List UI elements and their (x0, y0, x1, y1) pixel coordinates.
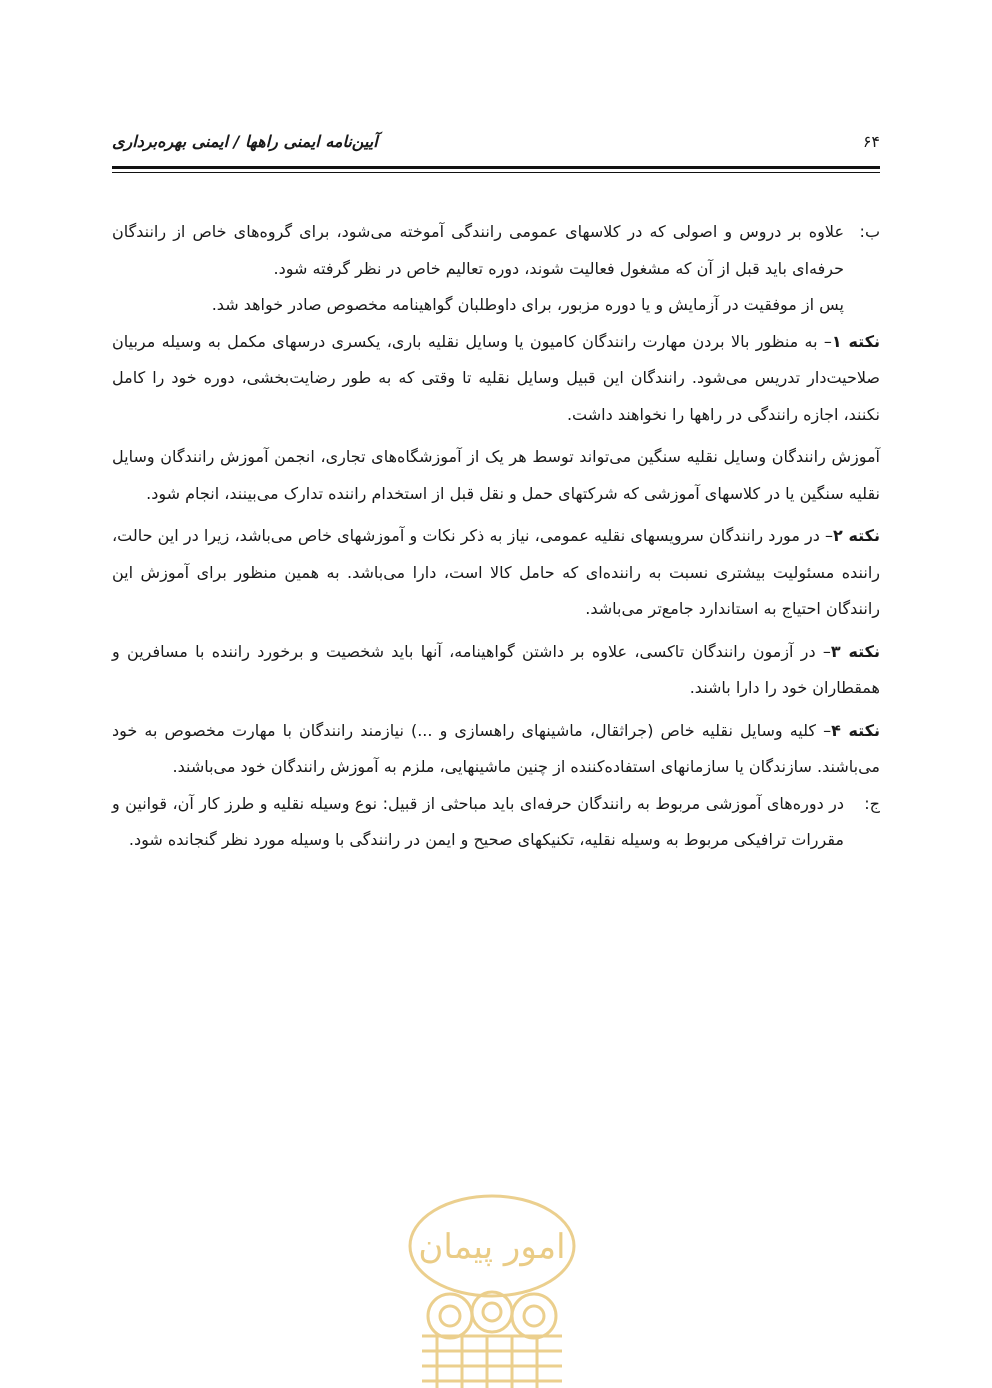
training-paragraph: آموزش رانندگان وسایل نقلیه سنگین می‌تواند توسط هر یک از آموزشگاه‌های تجاری، انجمن آموزش رانندگان وسایل نقلیه سنگین یا در کلاسهای آموزشی که شرکتهای حمل و نقل قبل از استخدام راننده تدارک می‌بینند، انجام شود. (112, 447, 880, 503)
note-4-paragraph (112, 713, 880, 786)
running-title: آیین‌نامه ایمنی راهها / ایمنی بهره‌برداری (112, 132, 378, 151)
page-header (112, 128, 880, 158)
page-number: ۶۴ (862, 132, 880, 151)
note-2-paragraph (112, 518, 880, 628)
note-4-label: نکته ۴ (831, 720, 881, 740)
note-1-paragraph (112, 324, 880, 434)
section-j-text: در دوره‌های آموزشی مربوط به رانندگان حرفه‌ای باید مباحثی از قبیل: نوع وسیله نقلیه و طرز کار آن، قوانین و مقررات ترافیکی مربوط به وسیله نقلیه، تکنیکهای صحیح و ایمن در رانندگی با وسیله مورد نظر گنجانده شود. (112, 793, 844, 849)
note-3-label: نکته ۳ (830, 641, 880, 661)
note-3-text: – در آزمون رانندگان تاکسی، علاوه بر داشتن گواهینامه، آنها باید شخصیت و برخورد راننده با مسافرین و همقطاران خود را دارا باشند. (112, 641, 880, 697)
section-b-line: علاوه بر دروس و اصولی که در کلاسهای عمومی رانندگی آموخته می‌شود، برای گروه‌های خاص از رانندگان حرفه‌ای باید قبل از آن که مشغول فعالیت شوند، دوره تعالیم خاص در نظر گرفته شود. (112, 222, 844, 278)
section-b-text (112, 214, 844, 324)
note-2-text: – در مورد رانندگان سرویسهای نقلیه عمومی، نیاز به ذکر نکات و آموزشهای خاص می‌باشد، زیرا در این حالت، راننده مسئولیت بیشتری نسبت به راننده‌ای که حامل کالا است، دارا می‌باشد. به همین منظور برای آموزش این رانندگان احتیاج به استاندارد جامع‌تر می‌باشد. (112, 526, 880, 618)
note-1-label: نکته ۱ (831, 331, 881, 351)
section-b-marker: ب: (859, 222, 880, 241)
header-rule-thick (112, 166, 880, 169)
note-2-label: نکته ۲ (833, 526, 880, 545)
note-1-text: – به منظور بالا بردن مهارت رانندگان کامیون یا وسایل نقلیه باری، یکسری درسهای مکمل به وسیله مربیان صلاحیت‌دار تدریس می‌شود. رانندگان این قبیل وسایل نقلیه تا وقتی که به طور رضایت‌بخشی، دوره خود را کامل نکنند، اجازه رانندگی در راهها را نخواهند داشت. (112, 331, 880, 424)
note-3-paragraph (112, 634, 880, 707)
section-b (112, 214, 880, 324)
note-4-text: – کلیه وسایل نقلیه خاص (جراثقال، ماشینهای راهسازی و ...) نیازمند رانندگان با مهارت مخصوص به خود می‌باشند. سازندگان یا سازمانهای استفاده‌کننده از چنین ماشینهایی، ملزم به آموزش رانندگان خود می‌باشند. (112, 720, 880, 776)
page-body (112, 214, 880, 859)
watermark-text: امور پیمان (418, 1227, 566, 1267)
section-b-line: پس از موفقیت در آزمایش و یا دوره مزبور، برای داوطلبان گواهینامه مخصوص صادر خواهد شد. (211, 295, 844, 314)
section-j-marker: ج: (864, 793, 880, 813)
section-j (112, 786, 880, 859)
publisher-logo-watermark (392, 1186, 592, 1388)
header-rule-thin (112, 172, 880, 173)
